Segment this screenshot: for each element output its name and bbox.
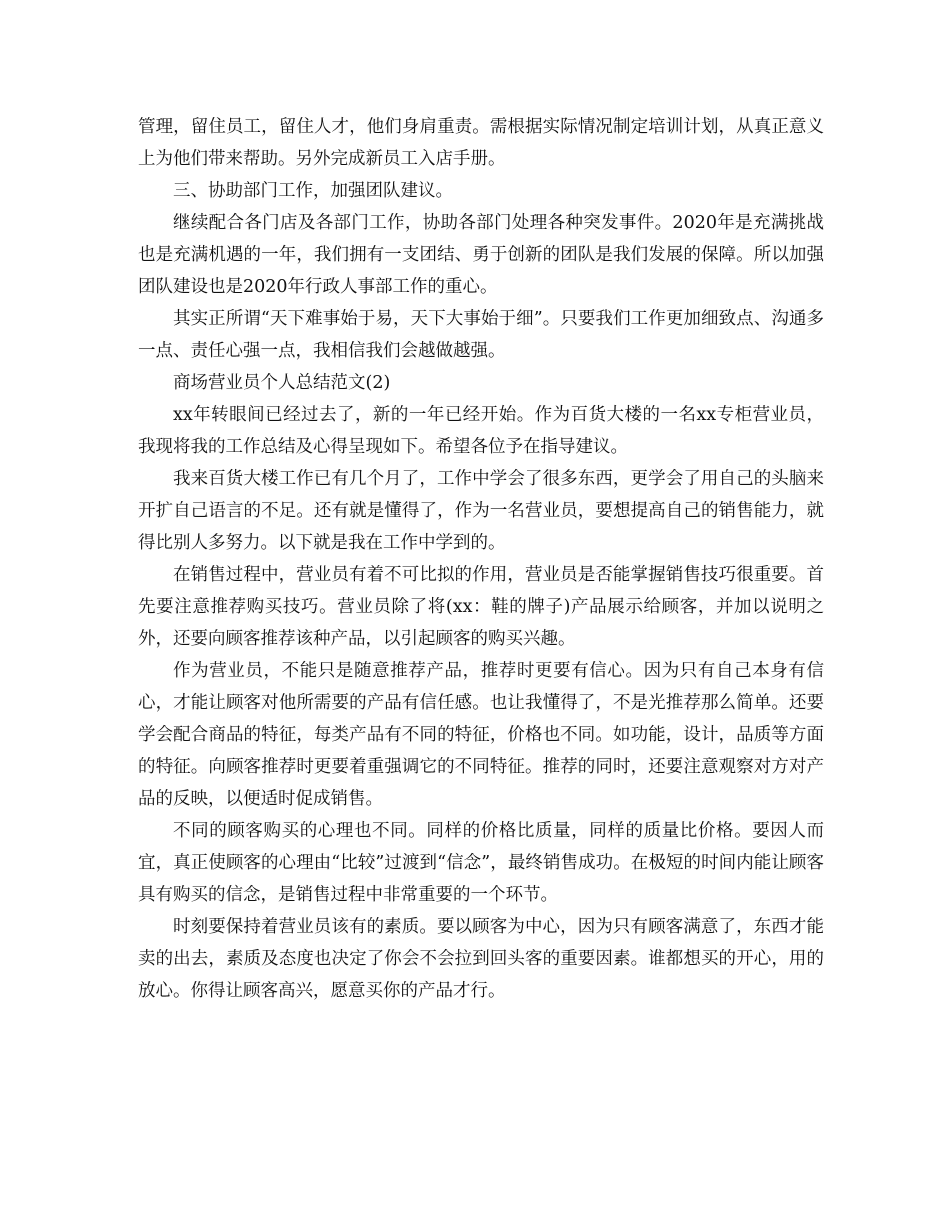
paragraph-intro: xx年转眼间已经过去了，新的一年已经开始。作为百货大楼的一名xx专柜营业员，我现将我的工作总结及心得呈现如下。希望各位予在指导建议。 — [138, 405, 824, 457]
section-heading-three: 三、协助部门工作，加强团队建议。 — [173, 181, 453, 201]
paragraph-learning: 我来百货大楼工作已有几个月了，工作中学会了很多东西，更学会了用自己的头脑来开扩自己语言的不足。还有就是懂得了，作为一名营业员，要想提高自己的销售能力，就得比别人多努力。以下就是我在工作中学到的。 — [138, 469, 824, 553]
paragraph-team-cooperation: 继续配合各门店及各部门工作，协助各部门处理各种突发事件。2020年是充满挑战也是充满机遇的一年，我们拥有一支团结、勇于创新的团队是我们发展的保障。所以加强团队建设也是2020年行政人事部工作的重心。 — [138, 213, 824, 297]
paragraph-conclusion: 其实正所谓“天下难事始于易，天下大事始于细”。只要我们工作更加细致点、沟通多一点、责任心强一点，我相信我们会越做越强。 — [138, 309, 824, 361]
paragraph-sales-skills: 在销售过程中，营业员有着不可比拟的作用，营业员是否能掌握销售技巧很重要。首先要注意推荐购买技巧。营业员除了将(xx：鞋的牌子)产品展示给顾客，并加以说明之外，还要向顾客推荐该种产品，以引起顾客的购买兴趣。 — [138, 565, 824, 649]
article-title-2: 商场营业员个人总结范文(2) — [173, 373, 391, 393]
paragraph-confidence: 作为营业员，不能只是随意推荐产品，推荐时更要有信心。因为只有自己本身有信心，才能让顾客对他所需要的产品有信任感。也让我懂得了，不是光推荐那么简单。还要学会配合商品的特征，每类产品有不同的特征，价格也不同。如功能，设计，品质等方面的特征。向顾客推荐时更要着重强调它的不同特征。推荐的同时，还要注意观察对方对产品的反映，以便适时促成销售。 — [138, 661, 824, 809]
document-body — [138, 111, 824, 1007]
paragraph-quality: 时刻要保持着营业员该有的素质。要以顾客为中心，因为只有顾客满意了，东西才能卖的出去，素质及态度也决定了你会不会拉到回头客的重要因素。谁都想买的开心，用的放心。你得让顾客高兴，愿意买你的产品才行。 — [138, 917, 824, 1001]
paragraph-continuation: 管理，留住员工，留住人才，他们身肩重责。需根据实际情况制定培训计划，从真正意义上为他们带来帮助。另外完成新员工入店手册。 — [138, 117, 824, 169]
paragraph-customer-psychology: 不同的顾客购买的心理也不同。同样的价格比质量，同样的质量比价格。要因人而宜，真正使顾客的心理由“比较”过渡到“信念”，最终销售成功。在极短的时间内能让顾客具有购买的信念，是销售过程中非常重要的一个环节。 — [138, 821, 824, 905]
